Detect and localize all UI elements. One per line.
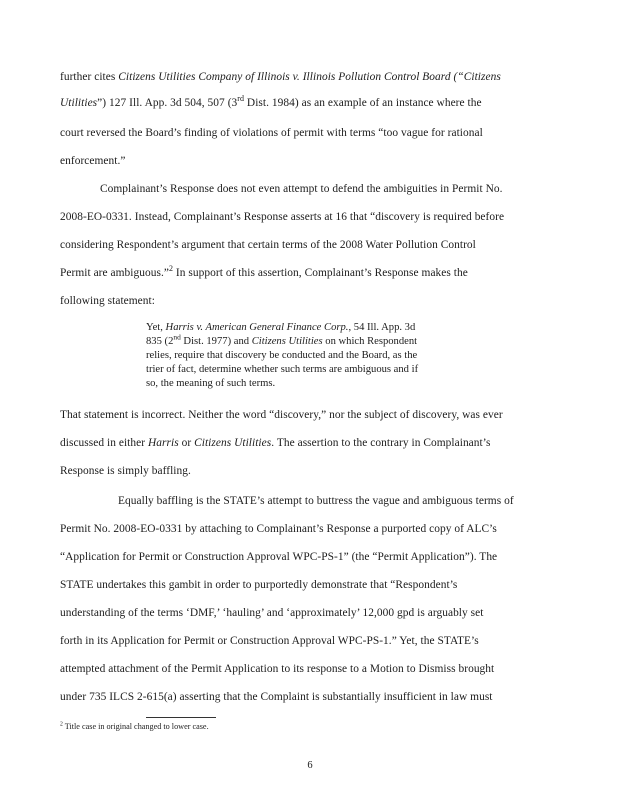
- case-citation: Citizens Utilities Company of Illinois v. Illinois Pollution Control Board (“Citizens: [118, 71, 501, 83]
- paragraph-4-line-8: under 735 ILCS 2-615(a) asserting that the Complaint is substantially insufficient in law must: [60, 691, 493, 703]
- paragraph-1-line-3: court reversed the Board’s finding of violations of permit with terms “too vague for rational: [60, 127, 483, 139]
- paragraph-4-line-5: understanding of the terms ‘DMF,’ ‘hauling’ and ‘approximately’ 12,000 gpd is arguably set: [60, 607, 484, 619]
- footnote: [60, 722, 209, 732]
- block-quote-line-5: so, the meaning of such terms.: [146, 378, 276, 389]
- text-run: 835 (2: [146, 336, 174, 347]
- paragraph-3-line-3: Response is simply baffling.: [60, 465, 191, 477]
- paragraph-4-line-4: STATE undertakes this gambit in order to purportedly demonstrate that “Respondent’s: [60, 579, 458, 591]
- case-citation: Harris v. American General Finance Corp.: [165, 322, 349, 333]
- paragraph-4-line-7: attempted attachment of the Permit Application to its response to a Motion to Dismiss brought: [60, 663, 495, 675]
- case-citation: Utilities: [60, 97, 98, 109]
- case-citation: Citizens Utilities: [251, 336, 323, 347]
- paragraph-2-line-3: considering Respondent’s argument that certain terms of the 2008 Water Pollution Control: [60, 239, 476, 251]
- block-quote-line-2: [146, 332, 418, 349]
- text-run: , 54 Ill. App. 3d: [348, 322, 416, 333]
- text-run: discussed in either: [60, 437, 148, 449]
- paragraph-1-line-4: enforcement.”: [60, 155, 126, 167]
- text-run: further cites: [60, 71, 119, 83]
- ordinal-superscript: nd: [173, 332, 181, 342]
- paragraph-4-line-6: forth in its Application for Permit or Construction Approval WPC-PS-1.” Yet, the STATE’s: [60, 635, 479, 647]
- paragraph-2-line-1: Complainant’s Response does not even attempt to defend the ambiguities in Permit No.: [100, 183, 503, 195]
- paragraph-2-line-5: following statement:: [60, 295, 155, 307]
- paragraph-2-line-2: 2008-EO-0331. Instead, Complainant’s Response asserts at 16 that “discovery is required before: [60, 211, 505, 223]
- text-run: or: [178, 437, 195, 449]
- paragraph-4-line-1: Equally baffling is the STATE’s attempt to buttress the vague and ambiguous terms of: [118, 495, 514, 507]
- paragraph-1-line-1: [60, 70, 501, 84]
- footnote-separator: [146, 717, 216, 718]
- text-run: Dist. 1984) as an example of an instance where the: [244, 97, 482, 109]
- paragraph-3-line-1: That statement is incorrect. Neither the word “discovery,” nor the subject of discovery, was ever: [60, 409, 503, 421]
- paragraph-4-line-3: “Application for Permit or Construction Approval WPC-PS-1” (the “Permit Application”). The: [60, 551, 498, 563]
- case-citation: Harris: [148, 437, 179, 449]
- text-run: In support of this assertion, Complainant’s Response makes the: [173, 267, 468, 279]
- block-quote-line-1: [146, 322, 415, 335]
- block-quote-line-3: relies, require that discovery be conducted and the Board, as the: [146, 350, 418, 361]
- block-quote-line-4: trier of fact, determine whether such terms are ambiguous and if: [146, 364, 419, 375]
- text-run: Permit are ambiguous.”: [60, 267, 169, 279]
- paragraph-3-line-2: [60, 436, 490, 450]
- footnote-reference: 2: [168, 264, 174, 274]
- ordinal-superscript: rd: [237, 94, 245, 104]
- paragraph-4-line-2: Permit No. 2008-EO-0331 by attaching to Complainant’s Response a purported copy of ALC’s: [60, 523, 497, 535]
- text-run: . The assertion to the contrary in Complainant’s: [271, 437, 491, 449]
- paragraph-1-line-2: [60, 96, 482, 110]
- paragraph-2-line-4: [60, 266, 468, 280]
- case-citation: Citizens Utilities: [194, 437, 272, 449]
- text-run: Yet,: [146, 322, 166, 333]
- footnote-marker: 2: [60, 721, 63, 728]
- footnote-text: Title case in original changed to lower case.: [62, 722, 209, 731]
- text-run: on which Respondent: [322, 336, 418, 347]
- page-number: 6: [307, 760, 313, 771]
- text-run: ”) 127 Ill. App. 3d 504, 507 (3: [97, 97, 238, 109]
- text-run: Dist. 1977) and: [180, 336, 252, 347]
